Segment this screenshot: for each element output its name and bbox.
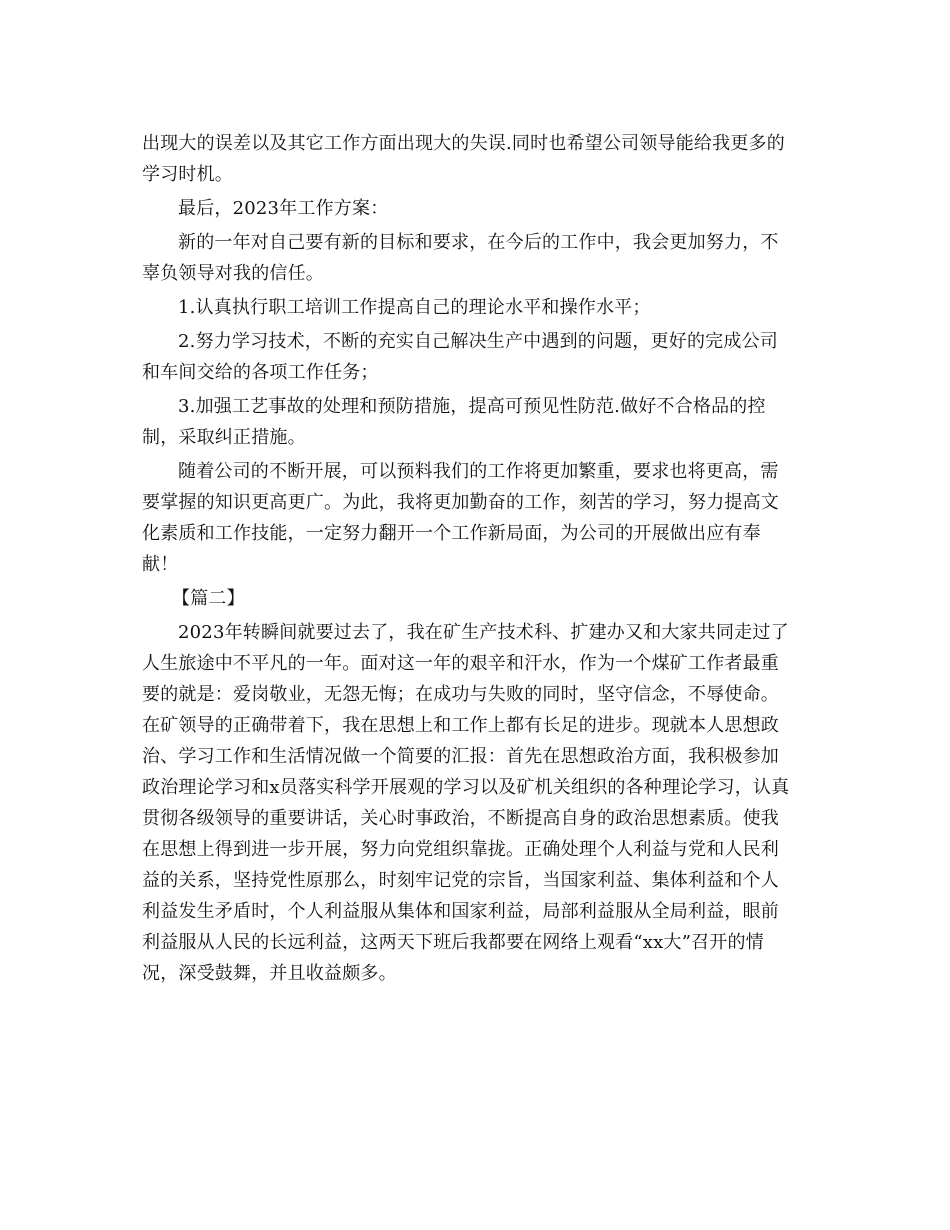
text-line: 要掌握的知识更高更广。为此，我将更加勤奋的工作，刻苦的学习，努力提高文 [142, 492, 779, 513]
paragraph-item-1 [142, 292, 822, 323]
section-heading-part-two [142, 583, 822, 614]
paragraph-plan-heading [142, 193, 822, 224]
text-line: 利益服从人民的长远利益，这两天下班后我都要在网络上观看“xx大”召开的情 [142, 932, 764, 953]
text-line: 况，深受鼓舞，并且收益颇多。 [142, 963, 397, 984]
text-line: 人生旅途中不平凡的一年。面对这一年的艰辛和汗水，作为一个煤矿工作者最重 [142, 653, 779, 674]
text-line: 3.加强工艺事故的处理和预防措施，提高可预见性防范.做好不合格品的控 [178, 396, 766, 417]
text-line: 政治理论学习和x员落实科学开展观的学习以及矿机关组织的各种理论学习，认真 [142, 777, 790, 798]
paragraph-item-2 [142, 326, 822, 388]
text-line: 和车间交给的各项工作任务； [142, 362, 379, 383]
text-line: 制，采取纠正措施。 [142, 427, 306, 448]
paragraph-part-two-body [142, 617, 822, 989]
paragraph-continuation [142, 128, 822, 190]
document-body [142, 128, 822, 989]
text-line: 益的关系，坚持党性原那么，时刻牢记党的宗旨，当国家利益、集体利益和个人 [142, 870, 779, 891]
paragraph-item-3 [142, 391, 822, 453]
text-line: 治、学习工作和生活情况做一个简要的汇报：首先在思想政治方面，我积极参加 [142, 746, 779, 767]
text-line: 贯彻各级领导的重要讲话，关心时事政治，不断提高自身的政治思想素质。使我 [142, 808, 779, 829]
text-line: 随着公司的不断开展，可以预料我们的工作将更加繁重，要求也将更高，需 [178, 461, 779, 482]
paragraph-company-development [142, 456, 822, 580]
text-line: 出现大的误差以及其它工作方面出现大的失误.同时也希望公司领导能给我更多的 [142, 133, 785, 154]
text-line: 1.认真执行职工培训工作提高自己的理论水平和操作水平； [178, 297, 651, 318]
text-line: 在思想上得到进一步开展，努力向党组织靠拢。正确处理个人利益与党和人民利 [142, 839, 779, 860]
text-line: 要的就是：爱岗敬业，无怨无悔；在成功与失败的同时，坚守信念，不辱使命。 [142, 684, 779, 705]
text-line: 2.努力学习技术，不断的充实自己解决生产中遇到的问题，更好的完成公司 [178, 331, 778, 352]
text-line: 在矿领导的正确带着下，我在思想上和工作上都有长足的进步。现就本人思想政 [142, 715, 779, 736]
text-line: 献！ [142, 554, 179, 575]
text-line: 学习时机。 [142, 164, 233, 185]
text-line: 化素质和工作技能，一定努力翻开一个工作新局面，为公司的开展做出应有奉 [142, 523, 761, 544]
text-line: 2023年转瞬间就要过去了，我在矿生产技术科、扩建办又和大家共同走过了 [178, 622, 789, 643]
text-line: 辜负领导对我的信任。 [142, 263, 324, 284]
paragraph-new-year-goals [142, 227, 822, 289]
text-line: 新的一年对自己要有新的目标和要求，在今后的工作中，我会更加努力，不 [178, 232, 779, 253]
text-line: 利益发生矛盾时，个人利益服从集体和国家利益，局部利益服从全局利益，眼前 [142, 901, 779, 922]
text-line: 最后，2023年工作方案： [178, 198, 389, 219]
section-title: 【篇二】 [172, 588, 245, 609]
